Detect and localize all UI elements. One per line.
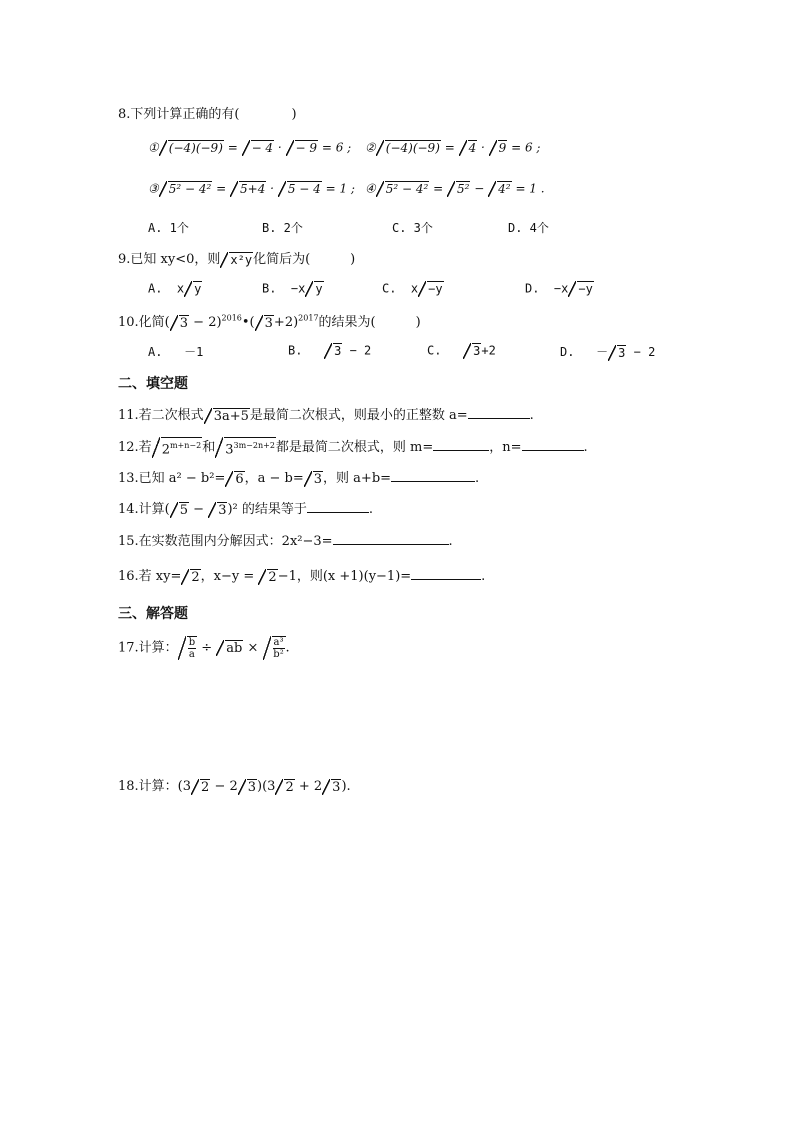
radical: (−4)(−9) — [159, 140, 224, 156]
question-11: 11.若二次根式 3a+5是最简二次根式，则最小的正整数 a= . — [118, 408, 534, 424]
radical: 3 — [255, 315, 274, 331]
answer-blank[interactable] — [391, 481, 475, 482]
question-8-text: 8.下列计算正确的有( — [118, 107, 240, 122]
radical: 3 — [322, 779, 341, 795]
question-12: 12.若 $2^{m+n-2}$和 $3^{3m-2n+2}$都是最简二次根式，则 m= ，n= . — [118, 436, 588, 458]
answer-blank-m[interactable] — [433, 450, 489, 451]
q8-option-4: ④ 5² − 4² = 5² − 4² = 1 . — [365, 181, 545, 196]
option-mark: ① — [148, 140, 159, 155]
radical: $2^{m+n-2}$ — [152, 437, 203, 457]
radical: 2 — [258, 569, 277, 585]
radical: 9 — [489, 140, 508, 156]
question-9-stem: 9.已知 xy<0，则 x²y化简后为( ) — [118, 252, 356, 267]
q9-choice-a: A. x y — [148, 281, 202, 296]
radical: 4² — [488, 181, 511, 197]
question-15: 15.在实数范围内分解因式：2x²−3= . — [118, 534, 453, 549]
radical: −y — [568, 281, 593, 297]
q8-choice-b: B. 2个 — [262, 221, 303, 235]
q9-choice-d: D. −x −y — [525, 281, 593, 296]
radical: 3 — [208, 502, 227, 518]
radical: 5² — [447, 181, 470, 197]
question-13: 13.已知 a² − b²= 6，a − b= 3，则 a+b= . — [118, 471, 480, 487]
radical: $\frac{b}{a}$ — [178, 636, 197, 660]
question-18: 18.计算：(3 2 − 2 3)(3 2 + 2 3). — [118, 779, 351, 795]
radical: y — [184, 281, 202, 297]
section-heading-solve: 三、解答题 — [118, 606, 188, 622]
answer-blank[interactable] — [468, 418, 530, 419]
q10-choice-d: D. － 3 − 2 — [560, 345, 656, 360]
radical: 5 − 4 — [278, 181, 322, 197]
radical: 6 — [225, 471, 244, 487]
q10-choice-b: B. 3 − 2 — [288, 343, 372, 358]
radical: 5+4 — [230, 181, 266, 197]
radical: (−4)(−9) — [376, 140, 441, 156]
q8-choice-d: D. 4个 — [508, 221, 549, 235]
radical: x²y — [220, 252, 253, 268]
q9-choice-b: B. −x y — [262, 281, 323, 296]
radical: 2 — [191, 779, 210, 795]
radical: 3 — [608, 345, 626, 361]
radical: 3a+5 — [204, 408, 250, 424]
radical: 2 — [181, 569, 200, 585]
radical: − 9 — [286, 140, 319, 156]
radical: 2 — [275, 779, 294, 795]
option-mark: ③ — [148, 181, 159, 196]
radical: − 4 — [242, 140, 275, 156]
answer-blank-n[interactable] — [522, 450, 584, 451]
radical: $\frac{\text{a³}}{\text{b²}}$ — [263, 636, 286, 660]
radical: $3^{3m-2n+2}$ — [215, 437, 276, 457]
option-mark: ② — [365, 140, 376, 155]
question-10-stem: 10.化简( 3 − 2)$^{2016}$•( 3+2)$^{2017}$的结果为( ) — [118, 313, 421, 331]
radical: ab — [216, 640, 243, 656]
option-mark: ④ — [365, 181, 376, 196]
q10-choice-c: C. 3+2 — [427, 343, 496, 358]
radical: 3 — [324, 343, 342, 359]
answer-blank[interactable] — [411, 579, 481, 580]
q8-option-1: ① (−4)(−9) = − 4 · − 9 = 6 ; — [148, 140, 352, 155]
q8-choice-c: C. 3个 — [392, 221, 433, 235]
radical: 5 — [170, 502, 189, 518]
radical: 4 — [459, 140, 478, 156]
radical: 3 — [238, 779, 257, 795]
q10-choice-a: A. －1 — [148, 345, 204, 359]
radical: 3 — [463, 343, 481, 359]
radical: 5² − 4² — [376, 181, 430, 197]
question-16: 16.若 xy= 2，x−y = 2−1，则(x +1)(y−1)= . — [118, 569, 486, 585]
radical: 3 — [170, 315, 189, 331]
question-8-stem — [118, 103, 297, 122]
radical: y — [305, 281, 323, 297]
radical: 3 — [304, 471, 323, 487]
question-14: 14.计算( 5 − 3)² 的结果等于 . — [118, 502, 374, 518]
question-17: 17.计算： $\frac{b}{a}$ ÷ ab × $\frac{\text{a³}}{\text{b²}}$ . — [118, 637, 290, 660]
q8-choice-a: A. 1个 — [148, 221, 189, 235]
question-8-paren: ) — [291, 107, 297, 122]
answer-blank[interactable] — [333, 544, 449, 545]
radical: −y — [418, 281, 443, 297]
q9-choice-c: C. x −y — [382, 281, 443, 296]
q8-option-3: ③ 5² − 4² = 5+4 · 5 − 4 = 1 ; — [148, 181, 355, 196]
answer-blank[interactable] — [307, 512, 369, 513]
radical: 5² − 4² — [159, 181, 213, 197]
q8-option-2: ② (−4)(−9) = 4 · 9 = 6 ; — [365, 140, 541, 155]
section-heading-fill-in: 二、填空题 — [118, 376, 188, 392]
